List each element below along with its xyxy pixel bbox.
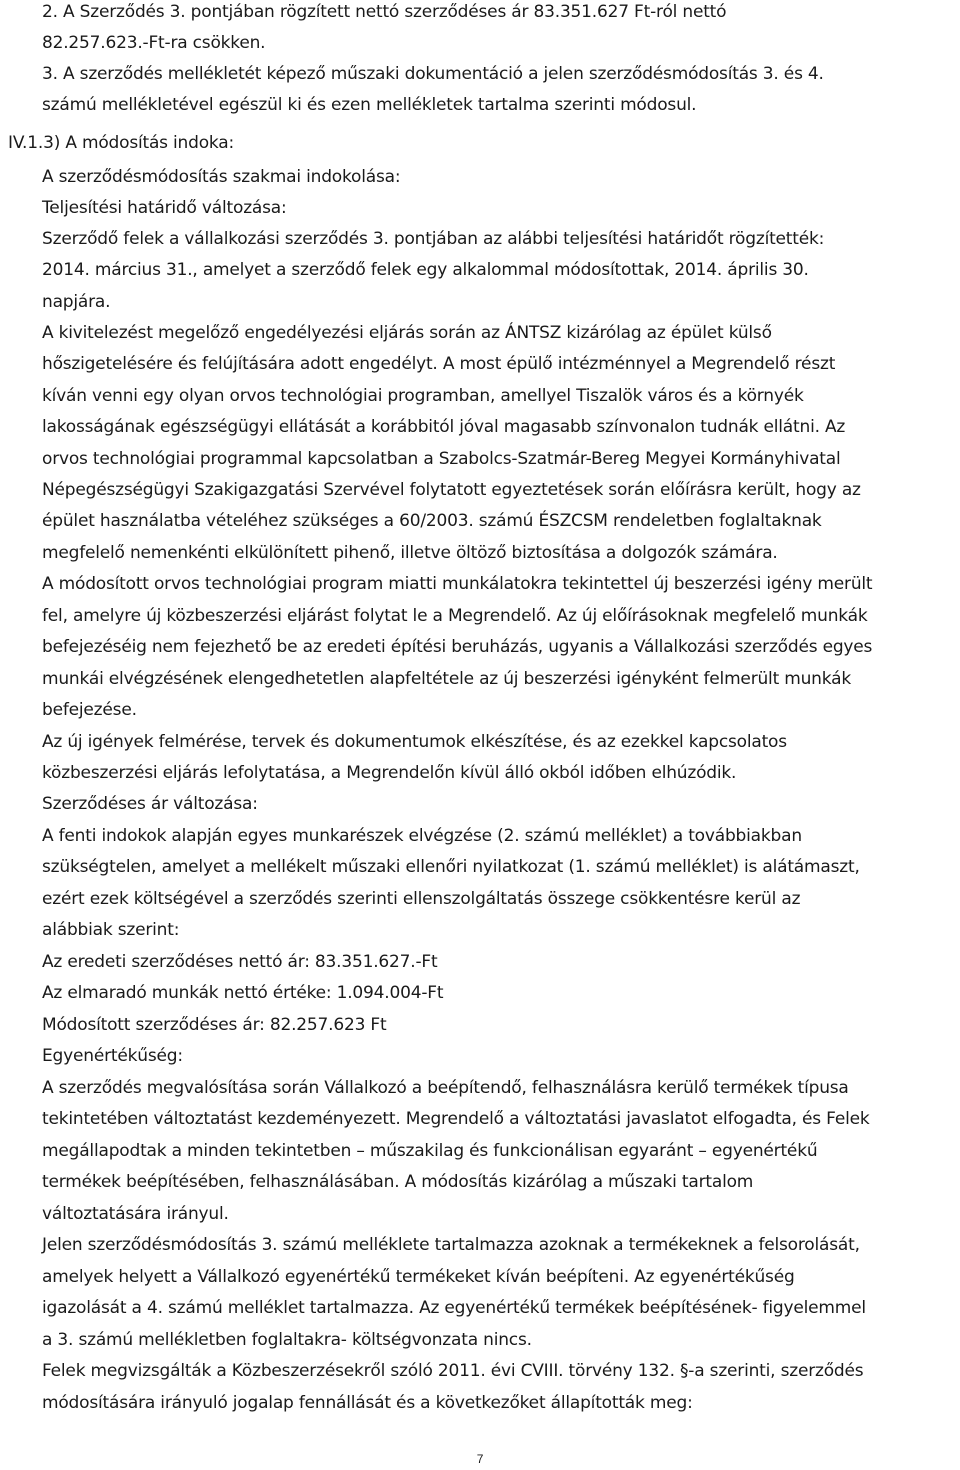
text-line: Felek megvizsgálták a Közbeszerzésekről szóló 2011. évi CVIII. törvény 132. §-a szerinti, szerződés (42, 1361, 864, 1381)
text-line: hőszigetelésére és felújítására adott engedélyt. A most épülő intézménnyel a Megrendelő részt (42, 354, 836, 374)
text-line: megállapodtak a minden tekintetben – műszakilag és funkcionálisan egyaránt – egyenértékű (42, 1141, 818, 1161)
text-line: A módosított orvos technológiai program miatti munkálatokra tekintettel új beszerzési igény merült (42, 574, 873, 594)
text-line: befejezéséig nem fejezhető be az eredeti építési beruházás, ugyanis a Vállalkozási szerződés egyes (42, 637, 873, 657)
text-line: Szerződő felek a vállalkozási szerződés 3. pontjában az alábbi teljesítési határidőt rögzítették: (42, 229, 825, 249)
text-line: orvos technológiai programmal kapcsolatban a Szabolcs-Szatmár-Bereg Megyei Kormányhivatal (42, 449, 841, 469)
text-line: A kivitelezést megelőző engedélyezési eljárás során az ÁNTSZ kizárólag az épület külső (42, 323, 772, 343)
text-line: módosítására irányuló jogalap fennállását és a következőket állapították meg: (42, 1393, 693, 1413)
text-line: kíván venni egy olyan orvos technológiai programban, amellyel Tiszalök város és a környék (42, 386, 804, 406)
text-line: megfelelő nemenkénti elkülönített pihenő, illetve öltöző biztosítása a dolgozók számára. (42, 543, 778, 563)
text-line: A szerződés megvalósítása során Vállalkozó a beépítendő, felhasználásra kerülő termékek típusa (42, 1078, 849, 1098)
text-line: amelyek helyett a Vállalkozó egyenértékű termékeket kíván beépíteni. Az egyenértékűség (42, 1267, 795, 1287)
text-line: a 3. számú mellékletben foglaltakra- költségvonzata nincs. (42, 1330, 532, 1350)
text-line: tekintetében változtatást kezdeményezett. Megrendelő a változtatási javaslatot elfogadta, és Felek (42, 1109, 870, 1129)
text-line: Az új igények felmérése, tervek és dokumentumok elkészítése, és az ezekkel kapcsolatos (42, 732, 787, 752)
text-line: Szerződéses ár változása: (42, 794, 258, 814)
text-line: napjára. (42, 292, 111, 312)
text-line: Az elmaradó munkák nettó értéke: 1.094.004-Ft (42, 983, 444, 1003)
text-line: termékek beépítésében, felhasználásában. A módosítás kizárólag a műszaki tartalom (42, 1172, 754, 1192)
text-line: igazolását a 4. számú melléklet tartalmazza. Az egyenértékű termékek beépítésének- figyelemmel (42, 1298, 866, 1318)
text-line: szükségtelen, amelyet a mellékelt műszaki ellenőri nyilatkozat (1. számú melléklet) is alátámaszt, (42, 857, 860, 877)
text-line: számú mellékletével egészül ki és ezen mellékletek tartalma szerinti módosul. (42, 95, 697, 115)
text-line: közbeszerzési eljárás lefolytatása, a Megrendelőn kívül álló okból időben elhúzódik. (42, 763, 737, 783)
page-number: 7 (476, 1452, 484, 1466)
text-line: 2014. március 31., amelyet a szerződő felek egy alkalommal módosítottak, 2014. április 30. (42, 260, 809, 280)
text-line: alábbiak szerint: (42, 920, 180, 940)
text-line: lakosságának egészségügyi ellátását a korábbitól jóval magasabb színvonalon tudnák ellátni. Az (42, 417, 846, 437)
text-line: 82.257.623.-Ft-ra csökken. (42, 33, 266, 53)
text-line: A fenti indokok alapján egyes munkarészek elvégzése (2. számú melléklet) a továbbiakban (42, 826, 802, 846)
text-line: befejezése. (42, 700, 137, 720)
text-line: ezért ezek költségével a szerződés szerinti ellenszolgáltatás összege csökkentésre kerül az (42, 889, 801, 909)
text-line: Egyenértékűség: (42, 1046, 183, 1066)
text-line: fel, amelyre új közbeszerzési eljárást folytat le a Megrendelő. Az új előírásoknak megfelelő munkák (42, 606, 868, 626)
text-line: Népegészségügyi Szakigazgatási Szervével folytatott egyeztetések során előírásra került, hogy az (42, 480, 861, 500)
text-line: Jelen szerződésmódosítás 3. számú melléklete tartalmazza azoknak a termékeknek a felsorolását, (42, 1235, 860, 1255)
text-line: 3. A szerződés mellékletét képező műszaki dokumentáció a jelen szerződésmódosítás 3. és 4. (42, 64, 824, 84)
text-line: A szerződésmódosítás szakmai indokolása: (42, 167, 401, 187)
text-line: változtatására irányul. (42, 1204, 229, 1224)
text-line: munkái elvégzésének elengedhetetlen alapfeltétele az új beszerzési igényként felmerült munkák (42, 669, 851, 689)
text-line: épület használatba vételéhez szükséges a 60/2003. számú ÉSZCSM rendeletben foglaltaknak (42, 511, 822, 531)
text-line: Módosított szerződéses ár: 82.257.623 Ft (42, 1015, 387, 1035)
text-line: Az eredeti szerződéses nettó ár: 83.351.627.-Ft (42, 952, 438, 972)
text-line: 2. A Szerződés 3. pontjában rögzített nettó szerződéses ár 83.351.627 Ft-ról nettó (42, 2, 727, 22)
section-heading: IV.1.3) A módosítás indoka: (8, 133, 235, 153)
text-line: Teljesítési határidő változása: (42, 198, 287, 218)
